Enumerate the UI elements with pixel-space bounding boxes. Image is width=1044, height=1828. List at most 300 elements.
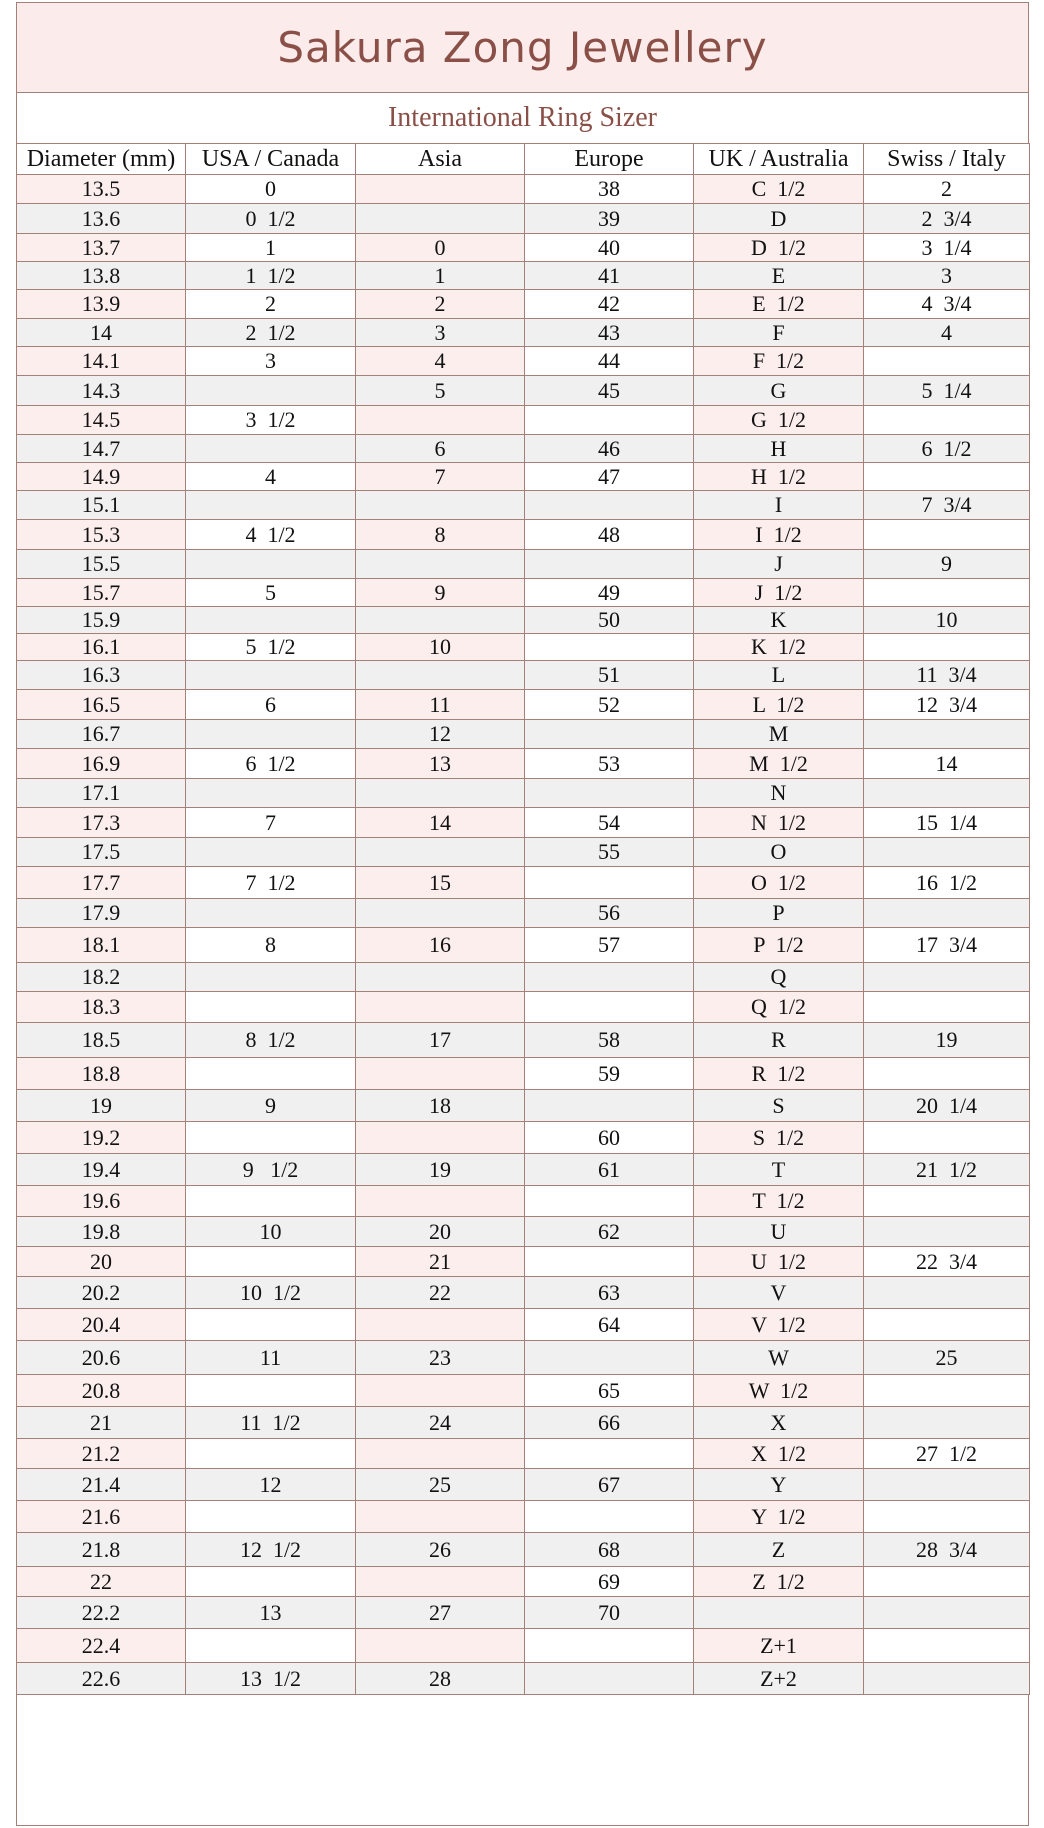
- table-cell: [356, 175, 525, 204]
- table-cell: [864, 579, 1030, 607]
- table-cell: 38: [525, 175, 694, 204]
- table-cell: Z+1: [694, 1629, 864, 1663]
- table-cell: 42: [525, 290, 694, 319]
- table-cell: [525, 550, 694, 579]
- table-cell: 51: [525, 661, 694, 690]
- table-cell: 15.5: [17, 550, 186, 579]
- table-cell: [356, 1122, 525, 1154]
- table-cell: [864, 779, 1030, 808]
- ring-sizer-chart: [16, 2, 1029, 1826]
- table-cell: [186, 376, 356, 406]
- table-cell: [186, 491, 356, 520]
- table-cell: 21.2: [17, 1439, 186, 1469]
- table-cell: 14.9: [17, 463, 186, 491]
- table-cell: 18.8: [17, 1058, 186, 1090]
- table-cell: 17 3/4: [864, 928, 1030, 963]
- table-cell: 4: [186, 463, 356, 491]
- brand-banner: [17, 3, 1028, 93]
- table-cell: 22.4: [17, 1629, 186, 1663]
- table-cell: 21.4: [17, 1469, 186, 1501]
- table-cell: 3 1/4: [864, 234, 1030, 262]
- table-cell: J: [694, 550, 864, 579]
- table-row: [17, 1090, 1030, 1122]
- table-cell: [525, 1663, 694, 1695]
- table-cell: [186, 838, 356, 867]
- table-cell: 19: [356, 1154, 525, 1186]
- table-row: [17, 1122, 1030, 1154]
- table-cell: [356, 1501, 525, 1533]
- table-cell: 15.7: [17, 579, 186, 607]
- table-cell: 46: [525, 435, 694, 463]
- table-cell: F 1/2: [694, 347, 864, 376]
- table-cell: [525, 1247, 694, 1277]
- table-cell: 39: [525, 204, 694, 234]
- table-cell: 27 1/2: [864, 1439, 1030, 1469]
- table-cell: 2: [356, 290, 525, 319]
- table-cell: [186, 779, 356, 808]
- table-cell: S 1/2: [694, 1122, 864, 1154]
- table-row: [17, 1469, 1030, 1501]
- table-cell: J 1/2: [694, 579, 864, 607]
- table-cell: 61: [525, 1154, 694, 1186]
- table-cell: 14.3: [17, 376, 186, 406]
- table-cell: [864, 963, 1030, 992]
- table-row: [17, 463, 1030, 491]
- table-cell: [356, 204, 525, 234]
- table-cell: [525, 963, 694, 992]
- table-cell: 21: [17, 1407, 186, 1439]
- table-cell: Z+2: [694, 1663, 864, 1695]
- table-cell: M 1/2: [694, 749, 864, 779]
- table-cell: 5 1/2: [186, 634, 356, 661]
- table-cell: 50: [525, 607, 694, 634]
- table-cell: 13.7: [17, 234, 186, 262]
- table-cell: O: [694, 838, 864, 867]
- table-cell: 12: [186, 1469, 356, 1501]
- table-cell: 48: [525, 520, 694, 550]
- table-cell: [186, 607, 356, 634]
- table-cell: [186, 899, 356, 928]
- table-cell: [356, 838, 525, 867]
- table-cell: Y: [694, 1469, 864, 1501]
- table-cell: [356, 491, 525, 520]
- table-row: [17, 838, 1030, 867]
- table-cell: 64: [525, 1309, 694, 1341]
- table-cell: H 1/2: [694, 463, 864, 491]
- table-cell: Q: [694, 963, 864, 992]
- table-cell: 16.9: [17, 749, 186, 779]
- table-cell: [864, 1501, 1030, 1533]
- table-cell: M: [694, 720, 864, 749]
- table-cell: 15.3: [17, 520, 186, 550]
- table-cell: [864, 1597, 1030, 1629]
- table-cell: 23: [356, 1341, 525, 1375]
- table-cell: [525, 720, 694, 749]
- table-row: [17, 779, 1030, 808]
- table-cell: Q 1/2: [694, 992, 864, 1023]
- table-cell: 60: [525, 1122, 694, 1154]
- table-cell: 20.8: [17, 1375, 186, 1407]
- table-cell: 47: [525, 463, 694, 491]
- table-row: [17, 1501, 1030, 1533]
- table-cell: 18.1: [17, 928, 186, 963]
- table-row: [17, 899, 1030, 928]
- table-row: [17, 634, 1030, 661]
- table-cell: L: [694, 661, 864, 690]
- table-cell: [356, 1309, 525, 1341]
- table-cell: [864, 520, 1030, 550]
- page-title: International Ring Sizer: [387, 102, 658, 133]
- table-header-row: [17, 144, 1030, 175]
- table-cell: [864, 1186, 1030, 1217]
- table-cell: Y 1/2: [694, 1501, 864, 1533]
- table-cell: 65: [525, 1375, 694, 1407]
- table-cell: 11: [356, 690, 525, 720]
- table-cell: 14.5: [17, 406, 186, 435]
- table-cell: I: [694, 491, 864, 520]
- table-cell: P 1/2: [694, 928, 864, 963]
- table-row: [17, 720, 1030, 749]
- table-cell: 0: [356, 234, 525, 262]
- table-cell: 4 1/2: [186, 520, 356, 550]
- table-cell: [356, 1567, 525, 1597]
- table-cell: 12: [356, 720, 525, 749]
- table-cell: [186, 1309, 356, 1341]
- table-cell: 2: [864, 175, 1030, 204]
- table-cell: [186, 550, 356, 579]
- table-cell: 0: [186, 175, 356, 204]
- table-row: [17, 376, 1030, 406]
- table-cell: [186, 992, 356, 1023]
- table-cell: 17.1: [17, 779, 186, 808]
- table-cell: [186, 1439, 356, 1469]
- table-cell: [864, 1122, 1030, 1154]
- table-cell: X 1/2: [694, 1439, 864, 1469]
- table-cell: 3: [186, 347, 356, 376]
- table-cell: 25: [356, 1469, 525, 1501]
- column-header: Europe: [525, 144, 694, 175]
- table-cell: [186, 720, 356, 749]
- column-header: Swiss / Italy: [864, 144, 1030, 175]
- table-cell: [186, 1186, 356, 1217]
- table-row: [17, 1217, 1030, 1247]
- table-cell: D: [694, 204, 864, 234]
- table-cell: 1: [356, 262, 525, 290]
- table-cell: 20 1/4: [864, 1090, 1030, 1122]
- table-cell: 5: [356, 376, 525, 406]
- table-cell: Z: [694, 1533, 864, 1567]
- table-cell: [356, 550, 525, 579]
- table-cell: 9: [356, 579, 525, 607]
- table-cell: 68: [525, 1533, 694, 1567]
- table-cell: 6 1/2: [864, 435, 1030, 463]
- table-cell: 10: [864, 607, 1030, 634]
- table-row: [17, 406, 1030, 435]
- table-cell: [525, 1629, 694, 1663]
- table-cell: 8: [356, 520, 525, 550]
- table-cell: [356, 661, 525, 690]
- table-cell: [186, 1247, 356, 1277]
- table-cell: 16.7: [17, 720, 186, 749]
- table-row: [17, 262, 1030, 290]
- table-cell: [356, 406, 525, 435]
- table-cell: [356, 779, 525, 808]
- table-cell: 17.5: [17, 838, 186, 867]
- table-cell: E: [694, 262, 864, 290]
- table-cell: 4: [864, 319, 1030, 347]
- table-cell: 43: [525, 319, 694, 347]
- table-row: [17, 1023, 1030, 1058]
- table-cell: T: [694, 1154, 864, 1186]
- table-row: [17, 1154, 1030, 1186]
- table-cell: [186, 435, 356, 463]
- table-cell: P: [694, 899, 864, 928]
- table-cell: 56: [525, 899, 694, 928]
- table-cell: 11 1/2: [186, 1407, 356, 1439]
- table-cell: H: [694, 435, 864, 463]
- table-row: [17, 1341, 1030, 1375]
- size-table: [16, 143, 1030, 1695]
- table-cell: 8: [186, 928, 356, 963]
- table-cell: 13.5: [17, 175, 186, 204]
- table-cell: O 1/2: [694, 867, 864, 899]
- table-cell: [864, 838, 1030, 867]
- table-row: [17, 808, 1030, 838]
- table-cell: 16.1: [17, 634, 186, 661]
- table-cell: 20.2: [17, 1277, 186, 1309]
- table-row: [17, 1375, 1030, 1407]
- table-cell: 9 1/2: [186, 1154, 356, 1186]
- table-cell: K 1/2: [694, 634, 864, 661]
- table-cell: 55: [525, 838, 694, 867]
- table-row: [17, 347, 1030, 376]
- table-row: [17, 690, 1030, 720]
- table-cell: 28: [356, 1663, 525, 1695]
- table-cell: 10: [356, 634, 525, 661]
- table-cell: 16.5: [17, 690, 186, 720]
- table-row: [17, 290, 1030, 319]
- table-cell: [356, 1186, 525, 1217]
- table-cell: 4 3/4: [864, 290, 1030, 319]
- table-cell: N 1/2: [694, 808, 864, 838]
- table-cell: 18: [356, 1090, 525, 1122]
- table-row: [17, 1663, 1030, 1695]
- table-cell: 9: [864, 550, 1030, 579]
- table-cell: C 1/2: [694, 175, 864, 204]
- table-cell: V 1/2: [694, 1309, 864, 1341]
- table-cell: [864, 720, 1030, 749]
- table-cell: 19: [17, 1090, 186, 1122]
- table-cell: [186, 1567, 356, 1597]
- table-cell: 5: [186, 579, 356, 607]
- table-row: [17, 204, 1030, 234]
- table-row: [17, 1277, 1030, 1309]
- table-cell: 20: [356, 1217, 525, 1247]
- table-cell: 14.1: [17, 347, 186, 376]
- table-cell: U 1/2: [694, 1247, 864, 1277]
- table-row: [17, 1567, 1030, 1597]
- table-cell: 13.9: [17, 290, 186, 319]
- table-row: [17, 1439, 1030, 1469]
- table-cell: 6 1/2: [186, 749, 356, 779]
- table-cell: 4: [356, 347, 525, 376]
- table-cell: 19.6: [17, 1186, 186, 1217]
- table-cell: 13: [356, 749, 525, 779]
- table-cell: U: [694, 1217, 864, 1247]
- table-cell: 7 3/4: [864, 491, 1030, 520]
- table-row: [17, 749, 1030, 779]
- table-cell: [186, 1122, 356, 1154]
- table-cell: 12 3/4: [864, 690, 1030, 720]
- table-cell: [525, 1501, 694, 1533]
- table-cell: [864, 1469, 1030, 1501]
- table-row: [17, 661, 1030, 690]
- table-row: [17, 435, 1030, 463]
- table-cell: [186, 1058, 356, 1090]
- table-cell: 13 1/2: [186, 1663, 356, 1695]
- table-cell: X: [694, 1407, 864, 1439]
- table-cell: 20: [17, 1247, 186, 1277]
- table-cell: 6: [356, 435, 525, 463]
- table-row: [17, 550, 1030, 579]
- table-cell: [356, 1058, 525, 1090]
- table-row: [17, 1407, 1030, 1439]
- table-cell: 58: [525, 1023, 694, 1058]
- table-cell: V: [694, 1277, 864, 1309]
- table-cell: [864, 899, 1030, 928]
- table-cell: 2: [186, 290, 356, 319]
- table-row: [17, 491, 1030, 520]
- table-cell: 28 3/4: [864, 1533, 1030, 1567]
- table-cell: [525, 1439, 694, 1469]
- table-cell: [864, 406, 1030, 435]
- table-cell: [356, 1629, 525, 1663]
- table-cell: [356, 607, 525, 634]
- table-cell: [525, 1090, 694, 1122]
- table-body: [17, 175, 1030, 1695]
- table-row: [17, 992, 1030, 1023]
- table-row: [17, 607, 1030, 634]
- table-cell: [864, 347, 1030, 376]
- table-cell: G: [694, 376, 864, 406]
- table-cell: 15.9: [17, 607, 186, 634]
- table-cell: 3 1/2: [186, 406, 356, 435]
- table-cell: [694, 1597, 864, 1629]
- table-cell: 54: [525, 808, 694, 838]
- table-cell: 53: [525, 749, 694, 779]
- table-cell: 12 1/2: [186, 1533, 356, 1567]
- table-cell: 2 1/2: [186, 319, 356, 347]
- table-cell: W 1/2: [694, 1375, 864, 1407]
- column-header: UK / Australia: [694, 144, 864, 175]
- table-cell: [525, 867, 694, 899]
- table-cell: 15: [356, 867, 525, 899]
- table-cell: 7: [186, 808, 356, 838]
- table-cell: 10 1/2: [186, 1277, 356, 1309]
- table-cell: 70: [525, 1597, 694, 1629]
- table-cell: 1: [186, 234, 356, 262]
- table-cell: 63: [525, 1277, 694, 1309]
- table-cell: 3: [356, 319, 525, 347]
- table-cell: 22: [17, 1567, 186, 1597]
- table-cell: 11: [186, 1341, 356, 1375]
- table-cell: 22: [356, 1277, 525, 1309]
- table-cell: 59: [525, 1058, 694, 1090]
- table-cell: 13.8: [17, 262, 186, 290]
- table-cell: 13.6: [17, 204, 186, 234]
- table-row: [17, 928, 1030, 963]
- table-cell: Z 1/2: [694, 1567, 864, 1597]
- table-cell: 67: [525, 1469, 694, 1501]
- table-cell: D 1/2: [694, 234, 864, 262]
- table-cell: 18.5: [17, 1023, 186, 1058]
- table-cell: 21: [356, 1247, 525, 1277]
- table-cell: 17.3: [17, 808, 186, 838]
- table-cell: 52: [525, 690, 694, 720]
- table-row: [17, 1309, 1030, 1341]
- table-row: [17, 1247, 1030, 1277]
- table-cell: 16.3: [17, 661, 186, 690]
- table-cell: 15 1/4: [864, 808, 1030, 838]
- table-cell: [356, 899, 525, 928]
- table-cell: 16: [356, 928, 525, 963]
- table-cell: 20.4: [17, 1309, 186, 1341]
- table-cell: 3: [864, 262, 1030, 290]
- table-cell: 21.8: [17, 1533, 186, 1567]
- table-cell: 22 3/4: [864, 1247, 1030, 1277]
- table-row: [17, 319, 1030, 347]
- table-cell: 13: [186, 1597, 356, 1629]
- table-cell: 57: [525, 928, 694, 963]
- table-cell: 7: [356, 463, 525, 491]
- table-cell: R: [694, 1023, 864, 1058]
- table-cell: S: [694, 1090, 864, 1122]
- table-cell: 40: [525, 234, 694, 262]
- table-cell: 8 1/2: [186, 1023, 356, 1058]
- table-cell: [186, 1375, 356, 1407]
- table-cell: [864, 463, 1030, 491]
- table-cell: 17.9: [17, 899, 186, 928]
- table-cell: 14: [356, 808, 525, 838]
- table-cell: [864, 1277, 1030, 1309]
- table-cell: T 1/2: [694, 1186, 864, 1217]
- table-cell: [864, 1567, 1030, 1597]
- table-cell: 0 1/2: [186, 204, 356, 234]
- table-cell: 44: [525, 347, 694, 376]
- table-cell: 18.3: [17, 992, 186, 1023]
- table-cell: [525, 1341, 694, 1375]
- table-cell: [186, 1501, 356, 1533]
- table-cell: [864, 1309, 1030, 1341]
- table-row: [17, 1597, 1030, 1629]
- table-cell: [864, 1407, 1030, 1439]
- table-cell: 14: [864, 749, 1030, 779]
- table-cell: 22.6: [17, 1663, 186, 1695]
- table-cell: 1 1/2: [186, 262, 356, 290]
- table-row: [17, 963, 1030, 992]
- table-cell: 41: [525, 262, 694, 290]
- table-cell: [525, 992, 694, 1023]
- table-cell: 66: [525, 1407, 694, 1439]
- table-cell: 62: [525, 1217, 694, 1247]
- table-cell: 19.8: [17, 1217, 186, 1247]
- table-cell: L 1/2: [694, 690, 864, 720]
- table-cell: 17: [356, 1023, 525, 1058]
- table-cell: 6: [186, 690, 356, 720]
- title-bar: [17, 93, 1028, 144]
- brand-name: Sakura Zong Jewellery: [277, 23, 768, 72]
- table-cell: 19: [864, 1023, 1030, 1058]
